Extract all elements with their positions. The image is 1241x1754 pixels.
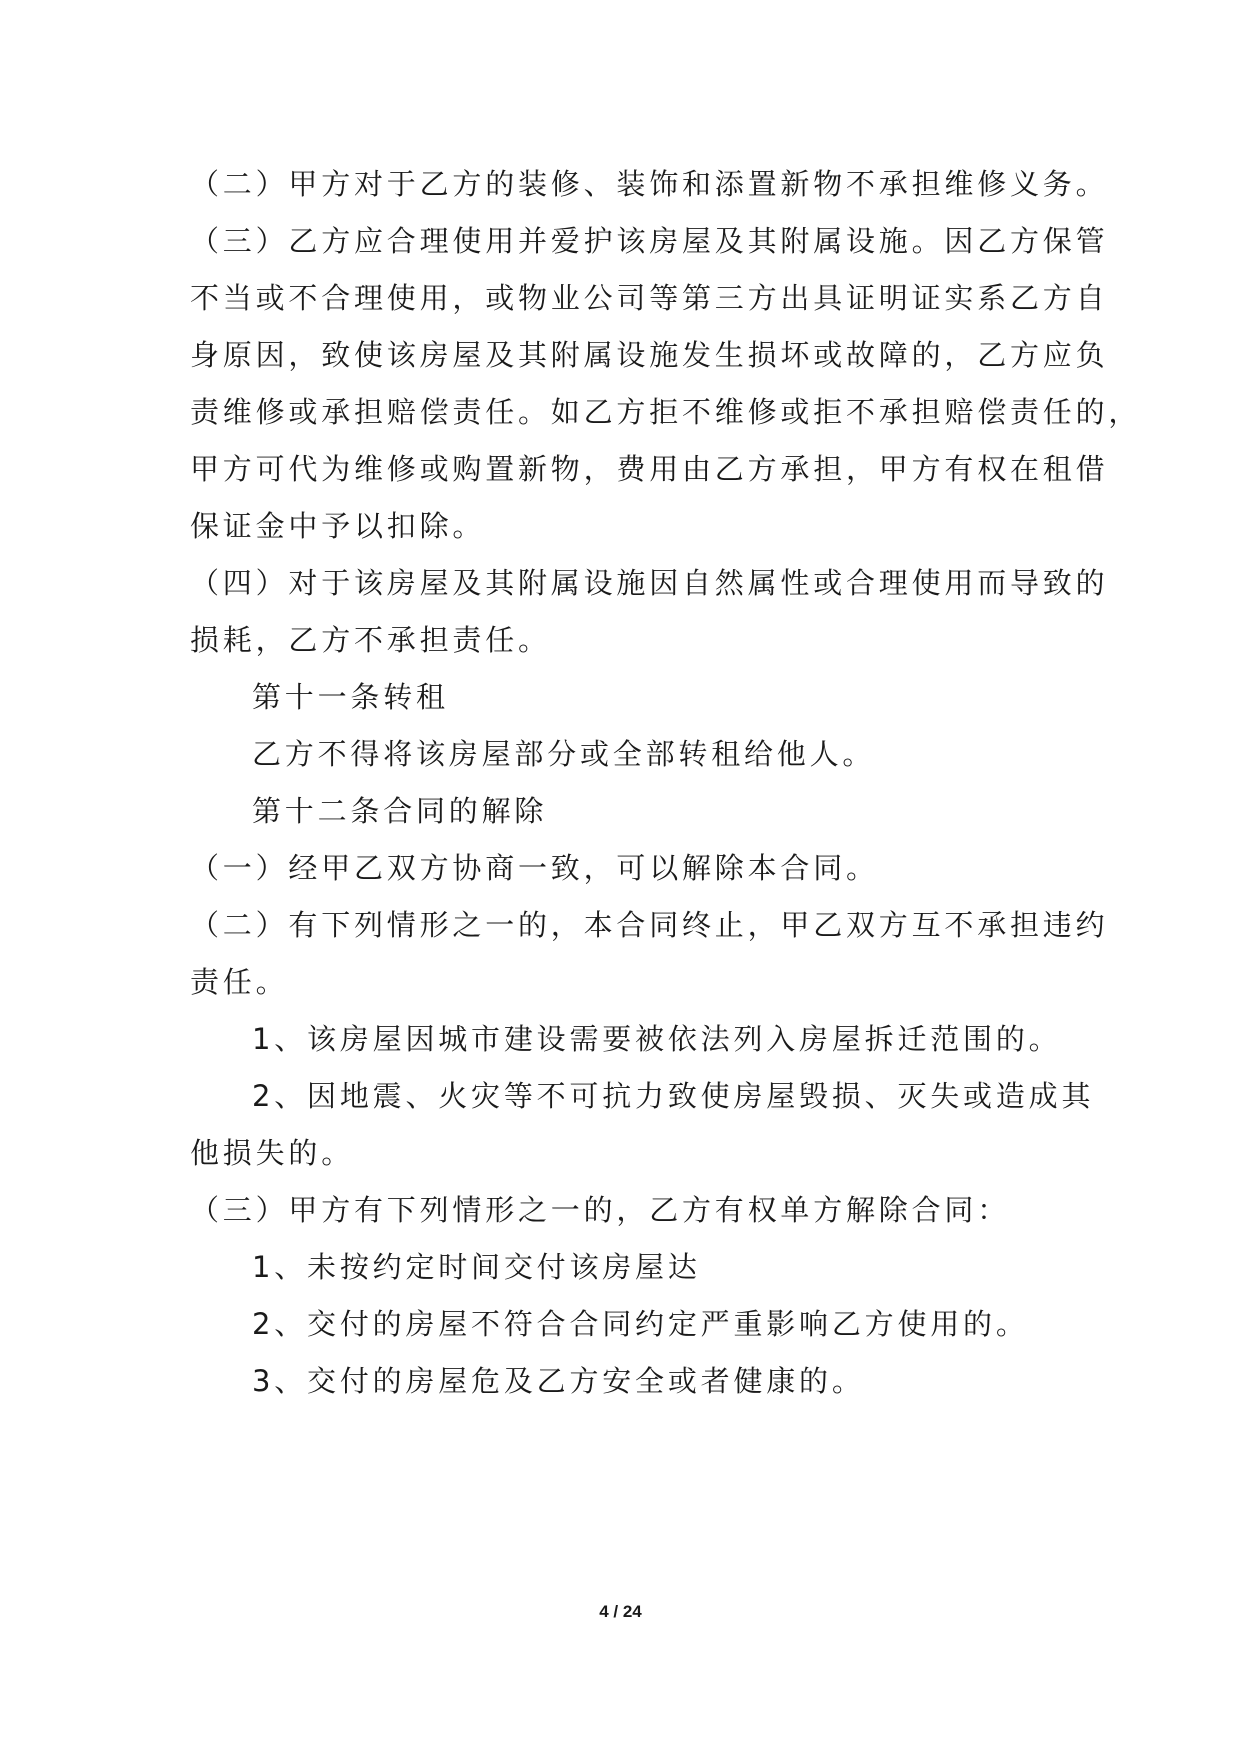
text-line: 责任。	[190, 965, 289, 999]
text-line: 责维修或承担赔偿责任。如乙方拒不维修或拒不承担赔偿责任的，	[190, 395, 1142, 429]
text-line: 不当或不合理使用，或物业公司等第三方出具证明证实系乙方自	[190, 281, 1109, 315]
article-heading: 第十二条合同的解除	[252, 794, 548, 828]
list-item: 2、交付的房屋不符合合同约定严重影响乙方使用的。	[252, 1307, 1029, 1341]
text-line: （三）乙方应合理使用并爱护该房屋及其附属设施。因乙方保管	[190, 224, 1109, 258]
list-item: 2、因地震、火灾等不可抗力致使房屋毁损、灭失或造成其	[252, 1079, 1095, 1113]
text-line: 损耗，乙方不承担责任。	[190, 623, 551, 657]
text-line: （二）甲方对于乙方的装修、装饰和添置新物不承担维修义务。	[190, 167, 1109, 201]
text-line: 身原因，致使该房屋及其附属设施发生损坏或故障的，乙方应负	[190, 338, 1109, 372]
article-heading: 第十一条转租	[252, 680, 449, 714]
text-line: 甲方可代为维修或购置新物，费用由乙方承担，甲方有权在租借	[190, 452, 1109, 486]
text-line: 保证金中予以扣除。	[190, 509, 486, 543]
page-number: 4 / 24	[599, 1602, 642, 1621]
list-item: 1、该房屋因城市建设需要被依法列入房屋拆迁范围的。	[252, 1022, 1062, 1056]
list-item: 1、未按约定时间交付该房屋达	[252, 1250, 701, 1284]
text-line: （三）甲方有下列情形之一的，乙方有权单方解除合同：	[190, 1193, 1011, 1227]
document-body	[190, 156, 1142, 1410]
list-item: 3、交付的房屋危及乙方安全或者健康的。	[252, 1364, 865, 1398]
text-line: 乙方不得将该房屋部分或全部转租给他人。	[252, 737, 876, 771]
text-line: （二）有下列情形之一的，本合同终止，甲乙双方互不承担违约	[190, 908, 1109, 942]
text-line: （一）经甲乙双方协商一致，可以解除本合同。	[190, 851, 879, 885]
text-line: 他损失的。	[190, 1136, 355, 1170]
text-line: （四）对于该房屋及其附属设施因自然属性或合理使用而导致的	[190, 566, 1109, 600]
